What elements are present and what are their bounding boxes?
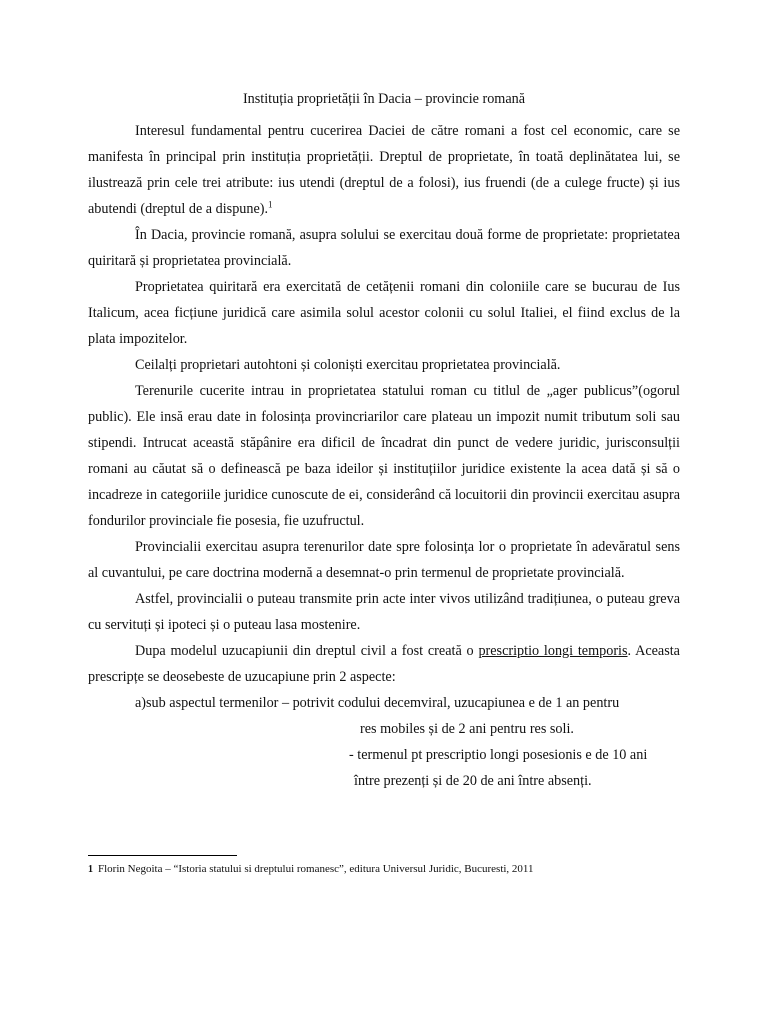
paragraph-text: . Aceasta prescripțe se deosebeste de uzucapiune prin 2 aspecte: xyxy=(88,643,680,685)
footnote-text: Florin Negoita – “Istoria statului si dreptului romanesc”, editura Universul Juridic, Bucuresti, 2011 xyxy=(98,863,534,875)
footnote-number: 1 xyxy=(88,864,93,875)
paragraph: Proprietatea quiritară era exercitată de cetățenii romani din coloniile care se bucurau de Ius Italicum, acea ficțiune juridică care asimila solul acestor colonii cu solul Italiei, el fiind exclus de la plata impozitelor. xyxy=(88,279,680,347)
paragraph: Astfel, provincialii o puteau transmite prin acte inter vivos utilizând tradițiunea, o puteau greva cu servituți și ipoteci și o puteau lasa mostenire. xyxy=(88,591,680,633)
paragraph-text: Interesul fundamental pentru cucerirea Daciei de către romani a fost cel economic, care se manifesta în principal prin instituția proprietății. Dreptul de proprietate, în toată deplinătatea lui, se ilustrează prin cele trei atribute: ius utendi (dreptul de a folosi), ius fruendi (de a culege fructe) și ius abutendi (dreptul de a dispune). xyxy=(88,123,680,217)
list-item-continuation: res mobiles și de 2 ani pentru res soli. xyxy=(360,721,574,737)
list-item: - termenul pt prescriptio longi posesionis e de 10 ani xyxy=(349,747,648,763)
paragraph: Terenurile cucerite intrau in proprietatea statului roman cu titlul de „ager publicus”(ogorul public). Ele insă erau date in folosința provincriarilor care plateau un impozit numit tributum soli sau stipendi. Intrucat această stăpânire era dificil de încadrat din punct de vedere juridic, jurisconsulții romani au căutat să o definească pe baza ideilor și instituțiilor juridice existente la acea dată și să o incadreze in categoriile juridice cunoscute de ei, considerând că locuitorii din provincii exercitau asupra fondurilor provinciale fie posesia, fie uzufructul. xyxy=(88,383,680,529)
footnote xyxy=(88,861,688,878)
paragraph-text: Dupa modelul uzucapiunii din dreptul civil a fost creată o xyxy=(135,643,479,659)
paragraph: Provincialii exercitau asupra terenurilor date spre folosința lor o proprietate în adevăratul sens al cuvantului, pe care doctrina modernă a desemnat-o prin termenul de proprietate provincială. xyxy=(88,539,680,581)
list-item: a)sub aspectul termenilor – potrivit codului decemviral, uzucapiunea e de 1 an pentru xyxy=(135,695,620,711)
footnote-reference[interactable]: 1 xyxy=(268,199,273,210)
paragraph xyxy=(88,118,680,222)
footnote-divider xyxy=(88,855,237,856)
page-title: Instituția proprietății în Dacia – provincie romană xyxy=(242,91,526,107)
paragraph xyxy=(88,638,680,690)
list-item-continuation: între prezenți și de 20 de ani între absenți. xyxy=(354,773,592,789)
underlined-term: prescriptio longi temporis xyxy=(478,643,628,659)
paragraph: Ceilalți proprietari autohtoni și coloniști exercitau proprietatea provincială. xyxy=(135,357,561,373)
document-body xyxy=(88,118,680,794)
paragraph: În Dacia, provincie romană, asupra solului se exercitau două forme de proprietate: proprietatea quiritară și proprietatea provincială. xyxy=(88,227,680,269)
